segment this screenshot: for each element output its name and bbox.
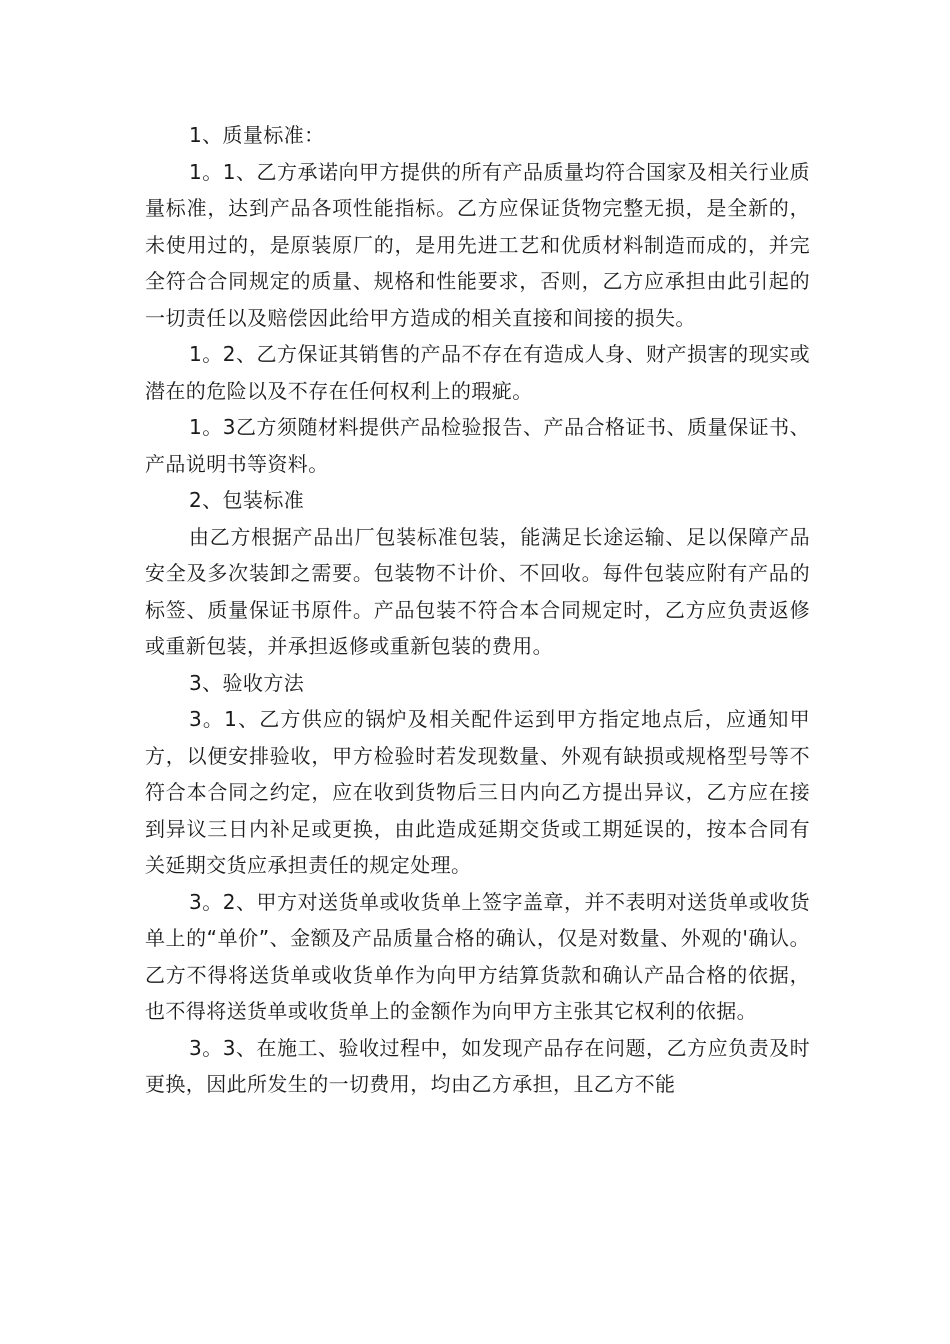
clause-1-1: 1。1、乙方承诺向甲方提供的所有产品质量均符合国家及相关行业质量标准，达到产品各项性能指标。乙方应保证货物完整无损，是全新的，未使用过的，是原装原厂的，是用先进工艺和优质材料制造而成的，并完全符合合同规定的质量、规格和性能要求，否则，乙方应承担由此引起的一切责任以及赔偿因此给甲方造成的相关直接和间接的损失。 — [145, 159, 810, 330]
clause-3-2: 3。2、甲方对送货单或收货单上签字盖章，并不表明对送货单或收货单上的“单价”、金额及产品质量合格的确认，仅是对数量、外观的'确认。乙方不得将送货单或收货单作为向甲方结算货款和确认产品合格的依据，也不得将送货单或收货单上的金额作为向甲方主张其它权利的依据。 — [145, 889, 810, 1023]
packaging-paragraph: 由乙方根据产品出厂包装标准包装，能满足长途运输、足以保障产品安全及多次装卸之需要。包装物不计价、不回收。每件包装应附有产品的标签、质量保证书原件。产品包装不符合本合同规定时，乙方应负责返修或重新包装，并承担返修或重新包装的费用。 — [145, 524, 810, 658]
section-heading-acceptance: 3、验收方法 — [189, 670, 305, 695]
clause-1-3: 1。3乙方须随材料提供产品检验报告、产品合格证书、质量保证书、产品说明书等资料。 — [145, 415, 810, 476]
clause-1-2: 1。2、乙方保证其销售的产品不存在有造成人身、财产损害的现实或潜在的危险以及不存在任何权利上的瑕疵。 — [145, 342, 810, 403]
clause-3-1: 3。1、乙方供应的锅炉及相关配件运到甲方指定地点后，应通知甲方，以便安排验收，甲方检验时若发现数量、外观有缺损或规格型号等不符合本合同之约定，应在收到货物后三日内向乙方提出异议，乙方应在接到异议三日内补足或更换，由此造成延期交货或工期延误的，按本合同有关延期交货应承担责任的规定处理。 — [145, 707, 810, 877]
section-heading-quality: 1、质量标准： — [189, 123, 325, 147]
clause-3-3: 3。3、在施工、验收过程中，如发现产品存在问题，乙方应负责及时更换，因此所发生的一切费用，均由乙方承担，且乙方不能 — [145, 1035, 810, 1096]
document-body — [145, 117, 810, 1103]
section-heading-packaging: 2、包装标准 — [189, 488, 305, 512]
